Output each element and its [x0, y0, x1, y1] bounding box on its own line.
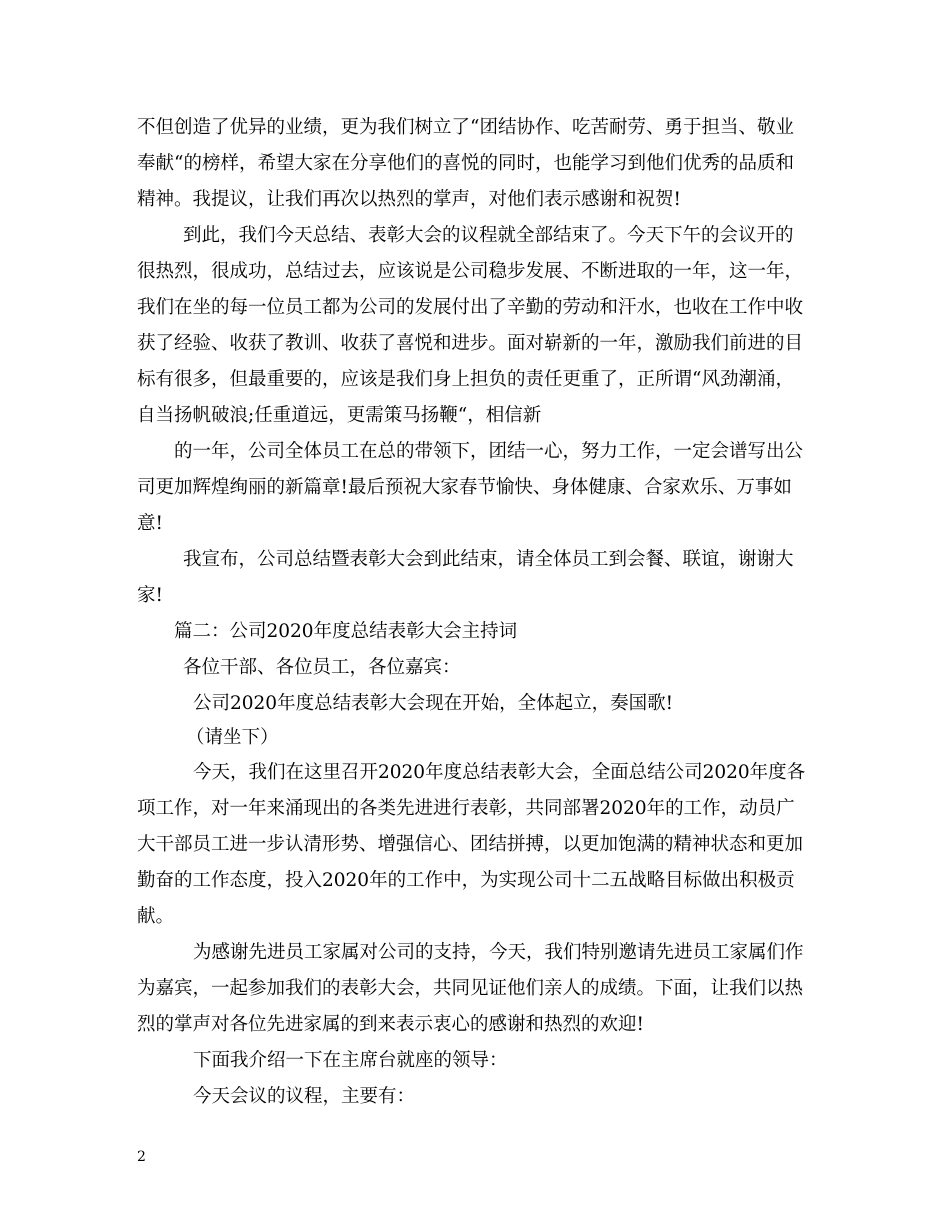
- text-line: 烈的掌声对各位先进家属的到来表示衷心的感谢和热烈的欢迎!: [137, 1014, 644, 1035]
- text-line: 各位干部、各位员工，各位嘉宾：: [183, 657, 461, 678]
- text-line: 勤奋的工作态度，投入2020年的工作中，为实现公司十二五战略目标做出积极贡: [137, 870, 795, 891]
- text-line: 我们在坐的每一位员工都为公司的发展付出了辛勤的劳动和汗水，也收在工作中收: [137, 297, 804, 318]
- text-line: 获了经验、收获了教训、收获了喜悦和进步。面对崭新的一年，激励我们前进的目: [137, 333, 804, 354]
- text-line: 家!: [137, 585, 163, 606]
- text-line: 我宣布，公司总结暨表彰大会到此结束，请全体员工到会餐、联谊，谢谢大: [183, 549, 794, 570]
- text-line: 下面我介绍一下在主席台就座的领导：: [193, 1050, 508, 1071]
- text-line: 公司2020年度总结表彰大会现在开始，全体起立，奏国歌!: [193, 693, 674, 714]
- text-line: 不但创造了优异的业绩，更为我们树立了“团结协作、吃苦耐劳、勇于担当、敬业: [137, 117, 794, 138]
- text-line: 今天，我们在这里召开2020年度总结表彰大会，全面总结公司2020年度各: [193, 762, 806, 783]
- text-line: 到此，我们今天总结、表彰大会的议程就全部结束了。今天下午的会议开的: [183, 225, 794, 246]
- section-heading: 篇二：公司2020年度总结表彰大会主持词: [174, 621, 518, 642]
- text-line: 奉献“的榜样，希望大家在分享他们的喜悦的同时，也能学习到他们优秀的品质和: [137, 153, 794, 174]
- text-line: 的一年，公司全体员工在总的带领下，团结一心，努力工作，一定会谱写出公: [174, 441, 804, 462]
- text-line: 很热烈，很成功，总结过去，应该说是公司稳步发展、不断进取的一年，这一年，: [137, 261, 804, 282]
- text-line: 献。: [137, 906, 175, 927]
- text-line: 司更加辉煌绚丽的新篇章!最后预祝大家春节愉快、身体健康、合家欢乐、万事如: [137, 477, 792, 498]
- text-line: （请坐下）: [186, 727, 279, 748]
- text-line: 为嘉宾，一起参加我们的表彰大会，共同见证他们亲人的成绩。下面，让我们以热: [137, 978, 804, 999]
- text-line: 意!: [137, 513, 163, 534]
- text-line: 自当扬帆破浪;任重道远，更需策马扬鞭“，相信新: [137, 405, 542, 426]
- text-line: 为感谢先进员工家属对公司的支持，今天，我们特别邀请先进员工家属们作: [193, 942, 804, 963]
- text-line: 大干部员工进一步认清形势、增强信心、团结拼搏，以更加饱满的精神状态和更加: [137, 834, 804, 855]
- text-line: 项工作，对一年来涌现出的各类先进进行表彰，共同部署2020年的工作，动员广: [137, 798, 795, 819]
- text-line: 精神。我提议，让我们再次以热烈的掌声，对他们表示感谢和祝贺!: [137, 189, 681, 210]
- text-line: 今天会议的议程，主要有：: [193, 1086, 416, 1107]
- text-line: 标有很多，但最重要的，应该是我们身上担负的责任更重了，正所谓“风劲潮涌，: [137, 369, 794, 390]
- page-number: 2: [137, 1149, 146, 1165]
